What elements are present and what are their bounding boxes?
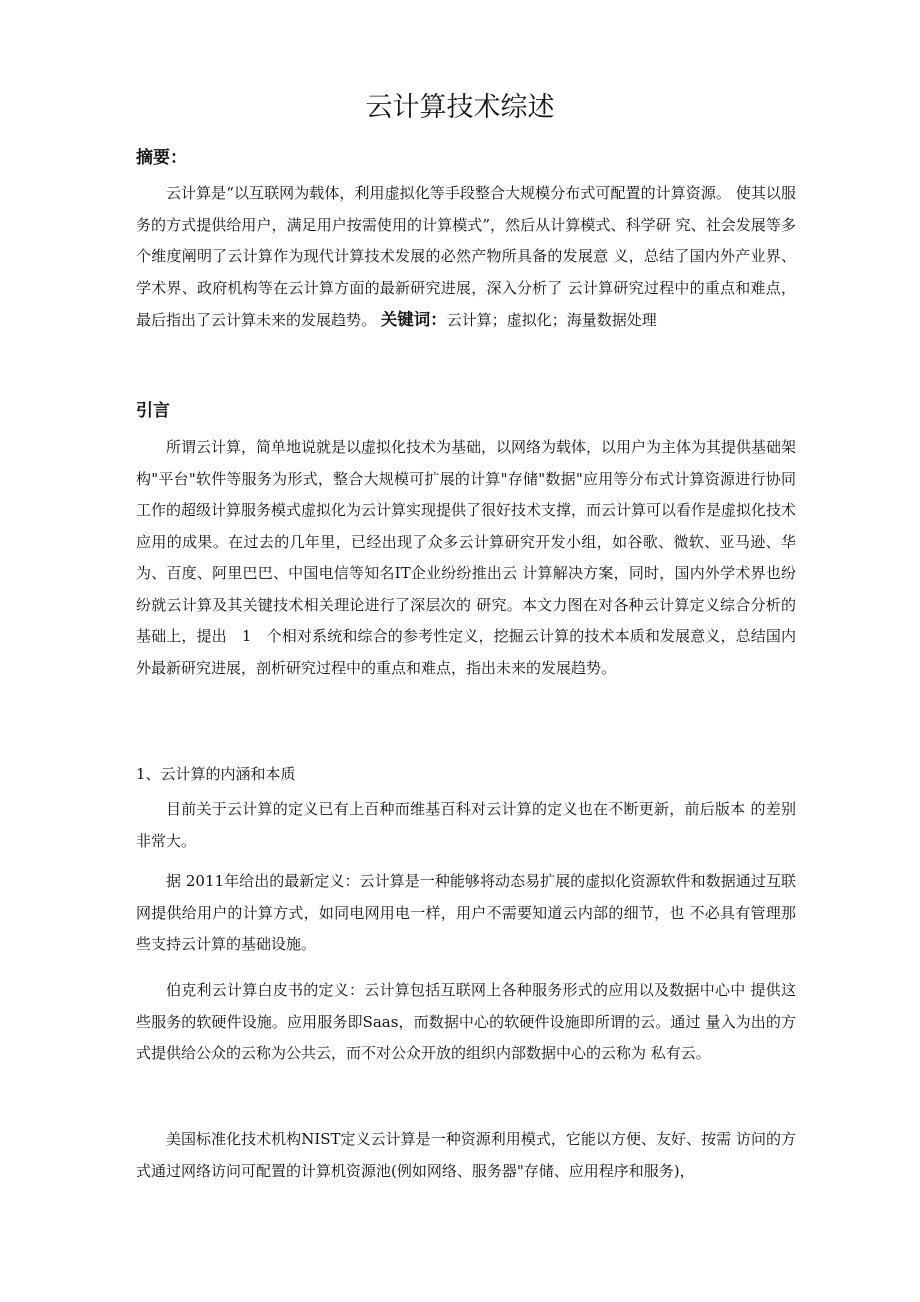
- document-title: 云计算技术综述: [365, 92, 555, 123]
- keywords-label: 关键词：: [380, 310, 447, 329]
- intro-heading: 引言: [136, 401, 170, 421]
- section-1-paragraph-4: 美国标准化技术机构NIST定义云计算是一种资源利用模式，它能以方便、友好、按需 访问的方式通过网络访问可配置的计算机资源池(例如网络、服务器"存储、应用程序和服务)，: [136, 1130, 796, 1180]
- section-1-paragraph-2: 据 2011年给出的最新定义：云计算是一种能够将动态易扩展的虚拟化资源软件和数据通过互联网提供给用户的计算方式，如同电网用电一样，用户不需要知道云内部的细节，也 不必具有管理那些支持云计算的基础设施。: [136, 872, 796, 953]
- section-1-heading: 1、云计算的内涵和本质: [136, 765, 296, 783]
- keywords-text: 云计算；虚拟化；海量数据处理: [446, 311, 657, 329]
- abstract-text: 云计算是“以互联网为载体，利用虚拟化等手段整合大规模分布式可配置的计算资源。 使其以服务的方式提供给用户，满足用户按需使用的计算模式”，然后从计算模式、科学研 究、社会发展等多个维度阐明了云计算作为现代计算技术发展的必然产物所具备的发展意 义，总结了国内外产业界、学术界、政府机构等在云计算方面的最新研究进展，深入分析了 云计算研究过程中的重点和难点，最后指出了云计算未来的发展趋势。: [136, 184, 796, 329]
- section-1-paragraph-3: 伯克利云计算白皮书的定义：云计算包括互联网上各种服务形式的应用以及数据中心中 提供这些服务的软硬件设施。应用服务即Saas，而数据中心的软硬件设施即所谓的云。通过 量入为出的方式提供给公众的云称为公共云，而不对公众开放的组织内部数据中心的云称为 私有云。: [136, 981, 796, 1062]
- intro-paragraph: 所谓云计算，简单地说就是以虚拟化技术为基础，以网络为载体，以用户为主体为其提供基础架构"平台"软件等服务为形式，整合大规模可扩展的计算"存储"数据"应用等分布式计算资源进行协同工作的超级计算服务模式虚拟化为云计算实现提供了很好技术支撑，而云计算可以看作是虚拟化技术应用的成果。在过去的几年里，已经出现了众多云计算研究开发小组，如谷歌、微软、亚马逊、华为、百度、阿里巴巴、中国电信等知名IT企业纷纷推出云 计算解决方案，同时，国内外学术界也纷纷就云计算及其关键技术相关理论进行了深层次的 研究。本文力图在对各种云计算定义综合分析的基础上，提出 1 个相对系统和综合的参考性定义，挖掘云计算的技术本质和发展意义，总结国内外最新研究进展，剖析研究过程中的重点和难点，指出未来的发展趋势。: [136, 438, 797, 677]
- abstract-label: 摘要：: [136, 148, 187, 168]
- abstract-paragraph: [136, 178, 796, 337]
- section-1-paragraph-1: 目前关于云计算的定义已有上百种而维基百科对云计算的定义也在不断更新，前后版本 的差别非常大。: [136, 800, 796, 850]
